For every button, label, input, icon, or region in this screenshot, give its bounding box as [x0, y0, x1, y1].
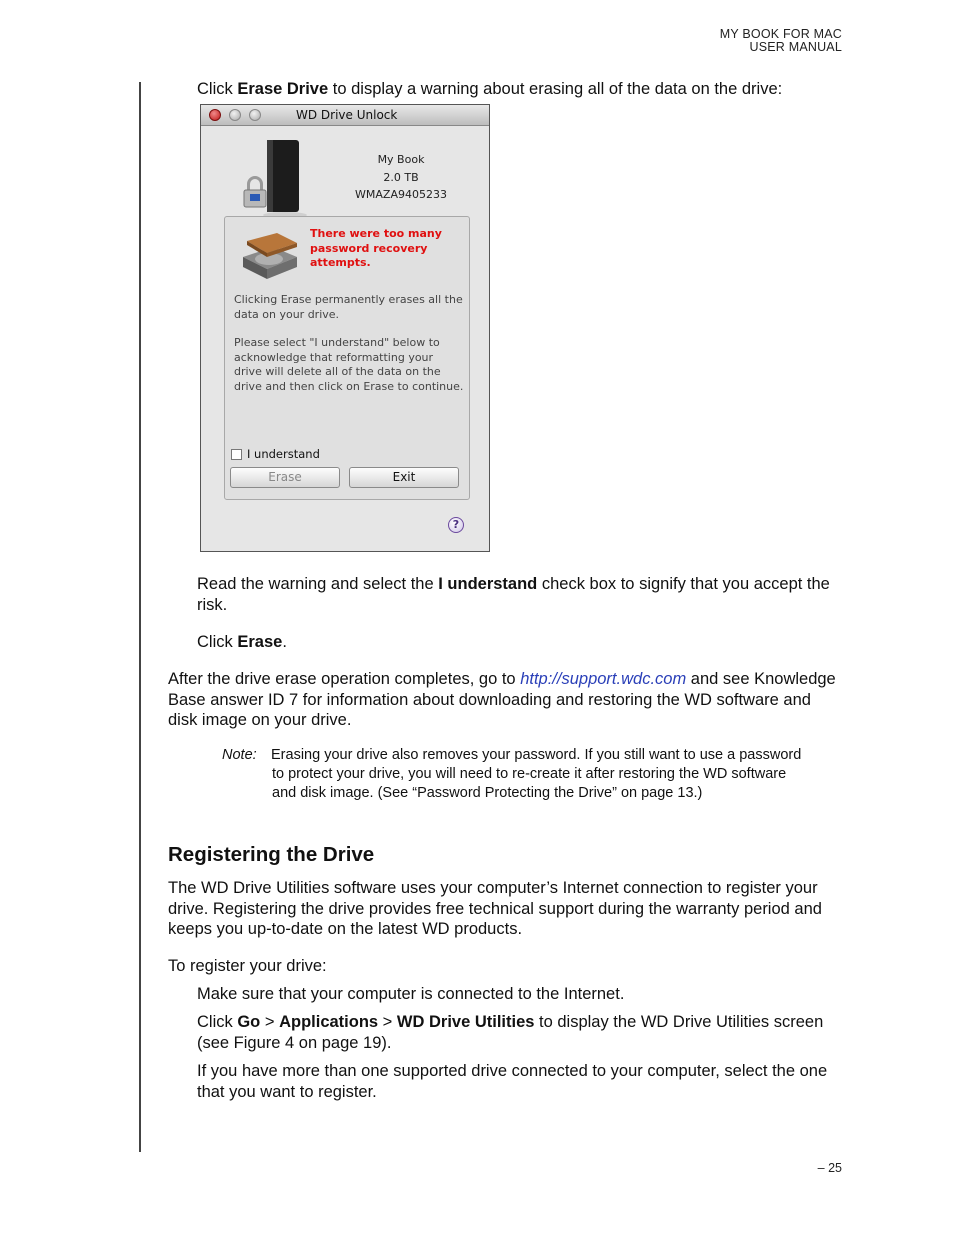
note-label: Note:	[222, 747, 257, 763]
drive-serial: WMAZA9405233	[355, 188, 447, 201]
step2-pre: Read the warning and select the	[197, 575, 439, 593]
after-pre: After the drive erase operation completes, go to	[168, 670, 521, 688]
acknowledge-info-text: Please select "I understand" below to acknowledge that reformatting your drive will delete all of the data on the drive and then click on Erase to continue.	[234, 336, 464, 393]
i-understand-checkbox-row[interactable]	[231, 447, 320, 461]
margin-rule	[139, 82, 141, 1152]
zoom-window-icon[interactable]	[249, 109, 261, 121]
support-link[interactable]: http://support.wdc.com	[520, 670, 687, 688]
step1-bold: Erase Drive	[237, 80, 329, 98]
reg-step2-sep2: >	[378, 1013, 397, 1031]
page-number: – 25	[817, 1161, 842, 1175]
drive-info	[351, 151, 451, 204]
help-icon[interactable]: ?	[448, 517, 464, 533]
header-product: MY BOOK FOR MAC	[719, 27, 842, 41]
step3-bold: Erase	[237, 633, 283, 651]
i-understand-label: I understand	[247, 447, 320, 461]
step3-post: .	[282, 633, 287, 651]
reg-step2-sep1: >	[260, 1013, 280, 1031]
step2-post: check box to signify that you accept the risk.	[197, 575, 830, 614]
warning-panel	[224, 216, 470, 500]
step1-post: to display a warning about erasing all of the data on the drive:	[328, 80, 783, 98]
close-window-icon[interactable]	[209, 109, 221, 121]
reg-step2-pre: Click	[197, 1013, 238, 1031]
after-post: and see Knowledge Base answer ID 7 for information about downloading and restoring the WD software and disk image on your drive.	[168, 670, 836, 729]
locked-drive-icon	[241, 138, 321, 218]
step1-pre: Click	[197, 80, 238, 98]
menu-wd-drive-utilities: WD Drive Utilities	[396, 1013, 535, 1031]
step-click-erase	[197, 632, 837, 653]
section-title: Registering the Drive	[168, 843, 375, 866]
registration-intro: To register your drive:	[168, 957, 327, 975]
after-erase-paragraph	[168, 669, 838, 731]
step-erase-drive	[197, 79, 837, 100]
step3-pre: Click	[197, 633, 238, 651]
window-titlebar	[201, 105, 489, 126]
note-text: Erasing your drive also removes your password. If you still want to use a password to protect your drive, you will need to re-create it after restoring the WD software and disk image. (See “Password Protecting the Drive” on page 13.)	[271, 747, 802, 801]
erase-button[interactable]: Erase	[230, 467, 340, 488]
reg-step-internet: Make sure that your computer is connected to the Internet.	[197, 985, 625, 1003]
step2-bold: I understand	[438, 575, 538, 593]
wd-drive-unlock-window	[200, 104, 490, 552]
reg-step-select-drive: If you have more than one supported drive connected to your computer, select the one that you want to register.	[197, 1062, 828, 1101]
window-title: WD Drive Unlock	[296, 108, 398, 122]
header-manual: USER MANUAL	[749, 40, 842, 54]
drive-name: My Book	[377, 153, 425, 166]
menu-applications: Applications	[279, 1013, 379, 1031]
menu-go: Go	[237, 1013, 261, 1031]
hard-drive-icon	[239, 227, 301, 283]
i-understand-checkbox[interactable]	[231, 449, 242, 460]
note-block	[224, 746, 804, 803]
drive-size: 2.0 TB	[383, 170, 419, 184]
warning-message: There were too many password recovery attempts.	[310, 227, 442, 269]
minimize-window-icon[interactable]	[229, 109, 241, 121]
exit-button[interactable]: Exit	[349, 467, 459, 488]
reg-step-open-utilities	[197, 1012, 837, 1053]
step-read-warning	[197, 574, 842, 615]
reg-step2-post: to display the WD Drive Utilities screen (see Figure 4 on page 19).	[197, 1013, 824, 1052]
erase-info-text: Clicking Erase permanently erases all the data on your drive.	[234, 293, 463, 321]
running-header	[720, 28, 842, 54]
registration-paragraph: The WD Drive Utilities software uses your computer’s Internet connection to register your drive. Registering the drive provides free technical support during the warranty period and keeps you up-to-date on the latest WD products.	[168, 879, 822, 938]
